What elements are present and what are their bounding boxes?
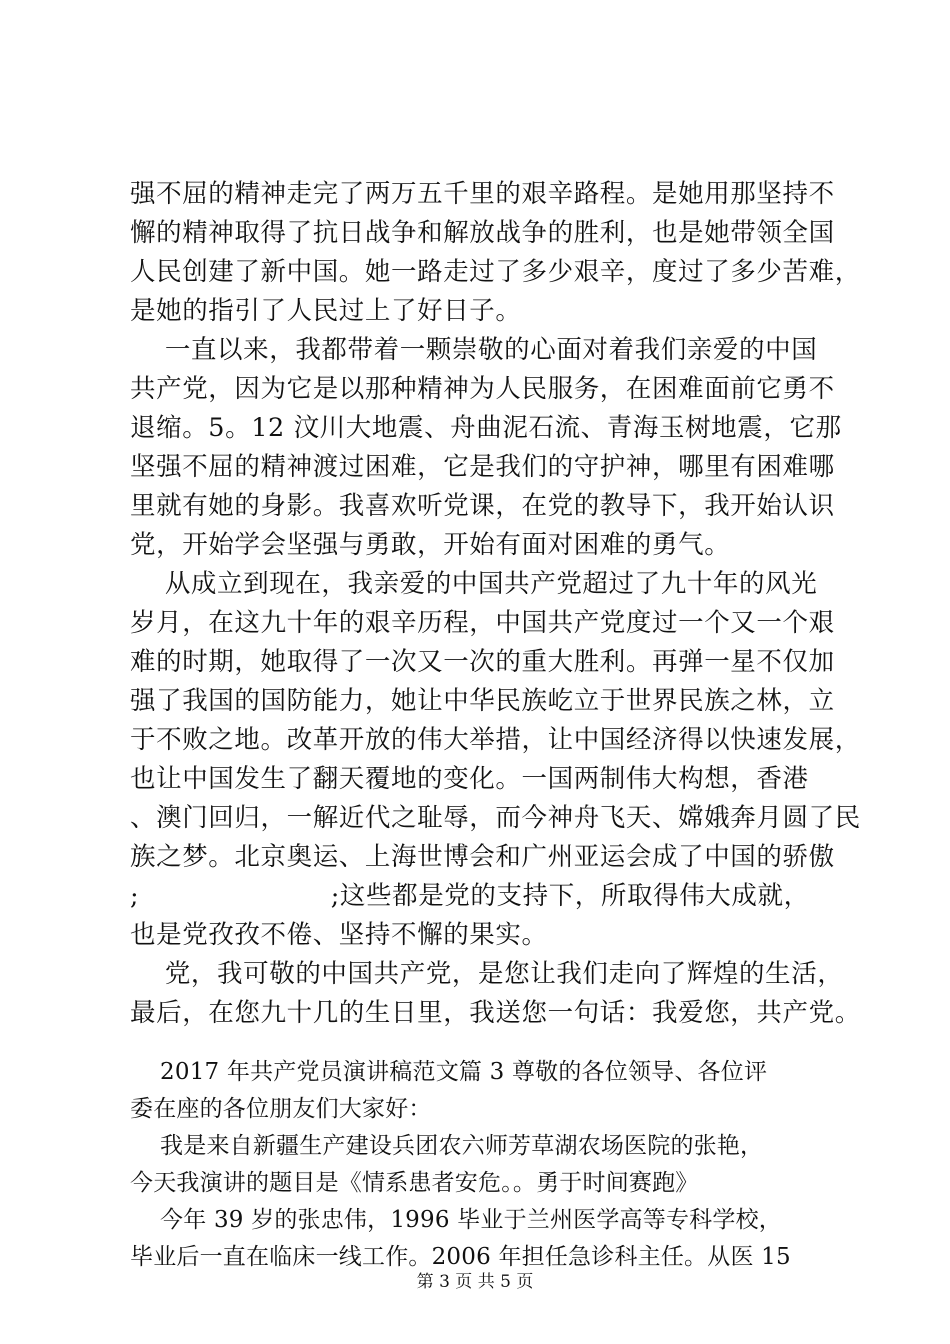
text-line: 懈的精神取得了抗日战争和解放战争的胜利，也是她带领全国 [130, 218, 835, 248]
text-line: 毕业后一直在临床一线工作。2006 年担任急诊科主任。从医 15 [130, 1244, 791, 1270]
text-line: 里就有她的身影。我喜欢听党课，在党的教导下，我开始认识 [130, 491, 835, 521]
text-line: 、澳门回归，一解近代之耻辱，而今神舟飞天、嫦娥奔月圆了民 [130, 803, 861, 833]
text-line: 坚强不屈的精神渡过困难，它是我们的守护神，哪里有困难哪 [130, 452, 835, 482]
text-line: 强了我国的国防能力，她让中华民族屹立于世界民族之林，立 [130, 686, 835, 716]
text-line: 我是来自新疆生产建设兵团农六师芳草湖农场医院的张艳， [130, 1133, 764, 1159]
text-line: 党，开始学会坚强与勇敢，开始有面对困难的勇气。 [130, 530, 731, 560]
text-line: 党，我可敬的中国共产党，是您让我们走向了辉煌的生活， [130, 959, 844, 989]
text-line: 也让中国发生了翻天覆地的变化。一国两制伟大构想，香港 [130, 764, 809, 794]
text-line: 2017 年共产党员演讲稿范文篇 3 尊敬的各位领导、各位评 [130, 1059, 768, 1085]
text-line: 委在座的各位朋友们大家好： [130, 1096, 432, 1122]
text-line: 从成立到现在，我亲爱的中国共产党超过了九十年的风光 [130, 569, 818, 599]
text-line: 退缩。5。12 汶川大地震、舟曲泥石流、青海玉树地震，它那 [130, 413, 842, 443]
text-line: 也是党孜孜不倦、坚持不懈的果实。 [130, 920, 548, 950]
page-footer: 第 3 页 共 5 页 [416, 1272, 534, 1292]
text-line: 共产党，因为它是以那种精神为人民服务，在困难面前它勇不 [130, 374, 835, 404]
text-line: 是她的指引了人民过上了好日子。 [130, 296, 522, 326]
text-line: 人民创建了新中国。她一路走过了多少艰辛，度过了多少苦难， [130, 257, 861, 287]
text-line: 一直以来，我都带着一颗崇敬的心面对着我们亲爱的中国 [130, 335, 818, 365]
text-line: 强不屈的精神走完了两万五千里的艰辛路程。是她用那坚持不 [130, 179, 835, 209]
text-line: 岁月，在这九十年的艰辛历程，中国共产党度过一个又一个艰 [130, 608, 835, 638]
text-line: 于不败之地。改革开放的伟大举措，让中国经济得以快速发展， [130, 725, 861, 755]
text-line: 今天我演讲的题目是《情系患者安危。。勇于时间赛跑》 [130, 1170, 699, 1196]
text-line: 难的时期，她取得了一次又一次的重大胜利。再弹一星不仅加 [130, 647, 835, 677]
text-line: 族之梦。北京奥运、上海世博会和广州亚运会成了中国的骄傲 [130, 842, 835, 872]
text-line: ; ;这些都是党的支持下，所取得伟大成就， [130, 881, 810, 911]
text-line: 最后，在您九十几的生日里，我送您一句话：我爱您，共产党。 [130, 998, 861, 1028]
text-line: 今年 39 岁的张忠伟，1996 毕业于兰州医学高等专科学校， [130, 1207, 782, 1233]
